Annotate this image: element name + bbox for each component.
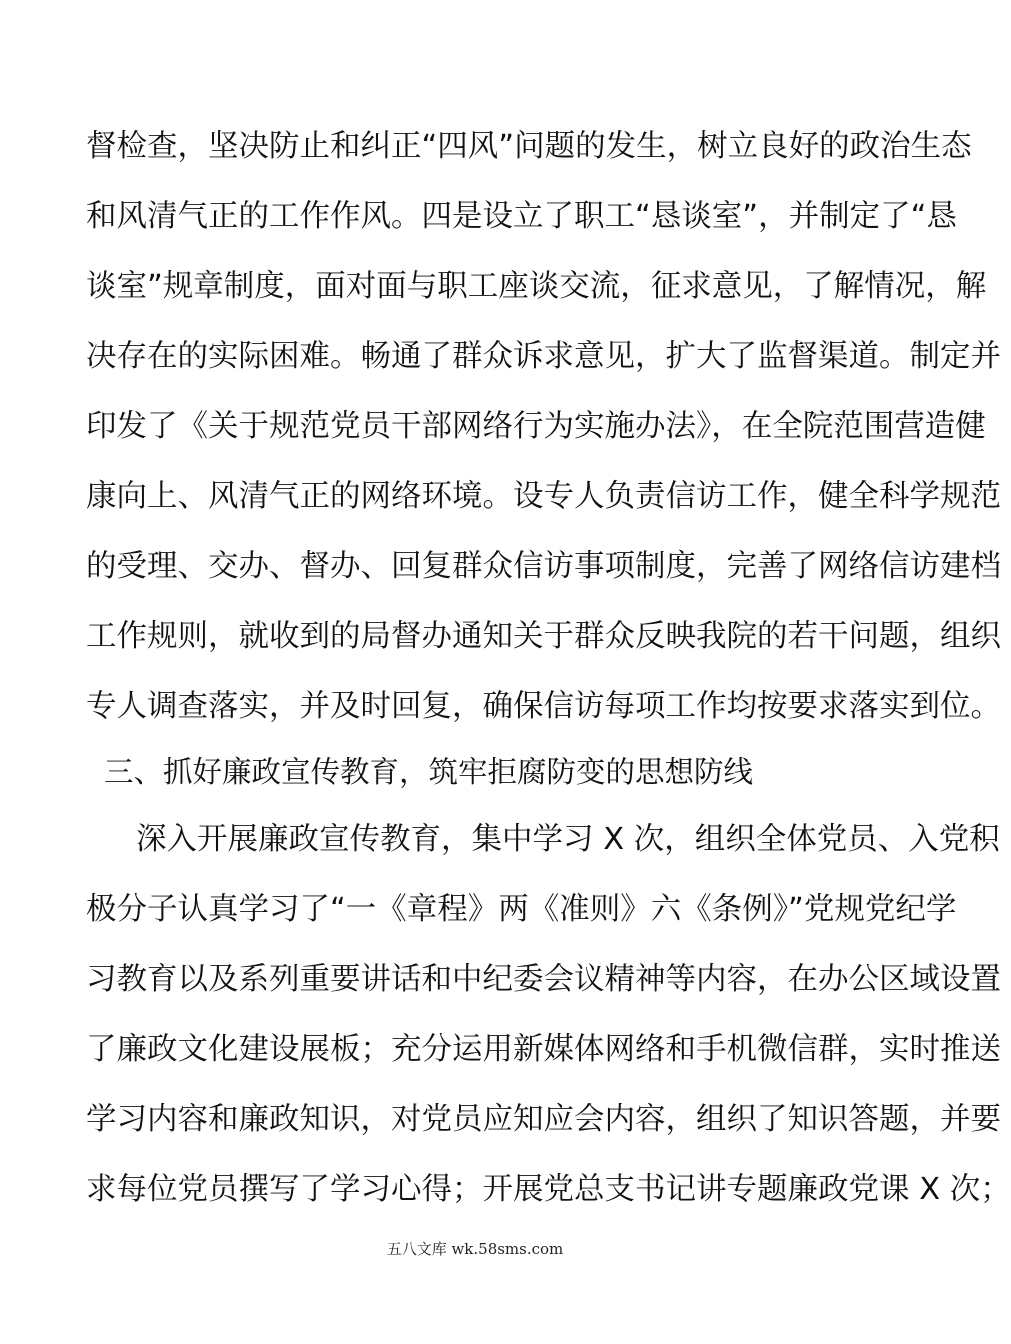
paragraph-line: 工作规则，就收到的局督办通知关于群众反映我院的若干问题，组织 <box>86 619 1001 654</box>
paragraph-line: 决存在的实际困难。畅通了群众诉求意见，扩大了监督渠道。制定并 <box>86 339 1001 374</box>
page-footer-watermark: 五八文库 wk.58sms.com <box>386 1240 564 1258</box>
section-heading: 三、抓好廉政宣传教育，筑牢拒腐防变的思想防线 <box>104 755 754 789</box>
paragraph-line: 谈室”规章制度，面对面与职工座谈交流，征求意见，了解情况，解 <box>86 269 987 304</box>
paragraph-line: 极分子认真学习了“一《章程》两《准则》六《条例》”党规党纪学 <box>86 892 957 927</box>
paragraph-line: 深入开展廉政宣传教育，集中学习 X 次，组织全体党员、入党积 <box>136 822 1000 857</box>
paragraph-line: 了廉政文化建设展板；充分运用新媒体网络和手机微信群，实时推送 <box>86 1032 1001 1067</box>
paragraph-line: 督检查，坚决防止和纠正“四风”问题的发生，树立良好的政治生态 <box>86 129 972 164</box>
paragraph-line: 康向上、风清气正的网络环境。设专人负责信访工作，健全科学规范 <box>86 479 1001 514</box>
paragraph-line: 和风清气正的工作作风。四是设立了职工“恳谈室”，并制定了“恳 <box>86 199 957 234</box>
paragraph-line: 习教育以及系列重要讲话和中纪委会议精神等内容，在办公区域设置 <box>86 962 1001 997</box>
paragraph-line: 的受理、交办、督办、回复群众信访事项制度，完善了网络信访建档 <box>86 549 1001 584</box>
paragraph-line: 学习内容和廉政知识，对党员应知应会内容，组织了知识答题，并要 <box>86 1102 1001 1137</box>
paragraph-line: 专人调查落实，并及时回复，确保信访每项工作均按要求落实到位。 <box>86 689 1001 724</box>
paragraph-line: 求每位党员撰写了学习心得；开展党总支书记讲专题廉政党课 X 次； <box>86 1172 1011 1207</box>
paragraph-line: 印发了《关于规范党员干部网络行为实施办法》，在全院范围营造健 <box>86 409 986 444</box>
